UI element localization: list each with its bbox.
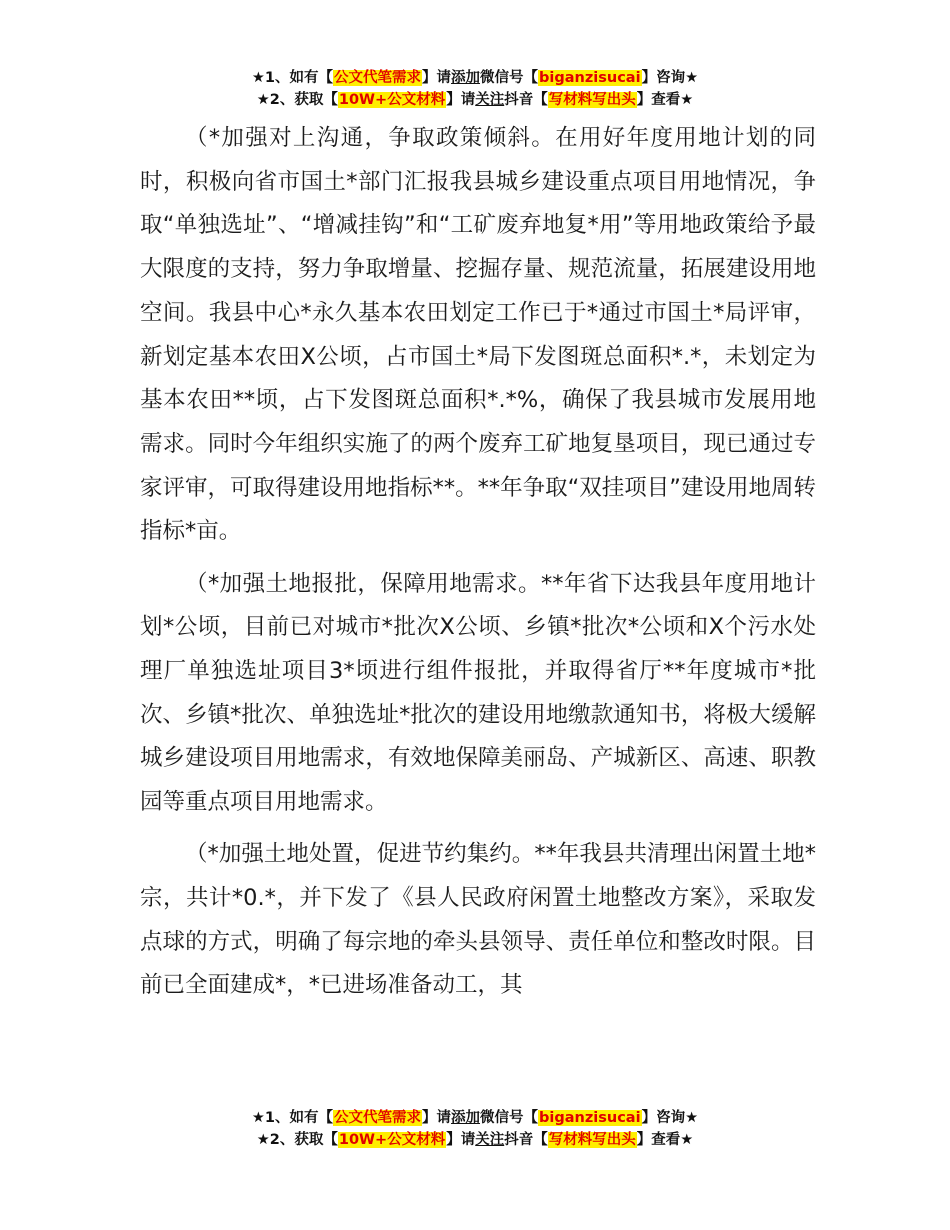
highlight-materials: 10W+公文材料: [338, 92, 446, 108]
paragraph: （*加强土地处置，促进节约集约。**年我县共清理出闲置土地*宗，共计*0.*，并下发了《县人民政府闲置土地整改方案》，采取发点球的方式，明确了每宗地的牵头县领导、责任单位和整改时限。目前已全面建成*，*已进场准备动工，其: [140, 841, 816, 999]
banner-line-1: ★1、如有【公文代笔需求】请添加微信号【biganzisucai】咨询★: [251, 1110, 699, 1126]
star-icon: ★: [685, 70, 699, 86]
star-icon: ★: [256, 1132, 270, 1148]
banner-line-2: ★2、获取【10W+公文材料】请关注抖音【写材料写出头】查看★: [256, 1132, 694, 1148]
paragraph: （*加强土地报批，保障用地需求。**年省下达我县年度用地计划*公顷，目前已对城市*批次X公顷、乡镇*批次*公顷和X个污水处理厂单独选址项目3*顷进行组件报批，并取得省厅**年度城市*批次、乡镇*批次、单独选址*批次的建设用地缴款通知书，将极大缓解城乡建设项目用地需求，有效地保障美丽岛、产城新区、高速、职教园等重点项目用地需求。: [140, 570, 816, 816]
highlight-douyin: 写材料写出头: [548, 92, 636, 108]
star-icon: ★: [256, 92, 270, 108]
highlight-wechat-id: biganzisucai: [539, 1110, 641, 1126]
star-icon: ★: [680, 1132, 694, 1148]
footer-banner: [0, 1107, 950, 1151]
banner-line-1: ★1、如有【公文代笔需求】请添加微信号【biganzisucai】咨询★: [251, 70, 699, 86]
banner-line-2: ★2、获取【10W+公文材料】请关注抖音【写材料写出头】查看★: [256, 92, 694, 108]
star-icon: ★: [251, 1110, 265, 1126]
star-icon: ★: [685, 1110, 699, 1126]
document-body: [140, 117, 816, 1017]
highlight-service: 公文代笔需求: [334, 70, 422, 86]
paragraph: （*加强对上沟通，争取政策倾斜。在用好年度用地计划的同时，积极向省市国土*部门汇报我县城乡建设重点项目用地情况，争取“单独选址”、“增减挂钩”和“工矿废弃地复*用”等用地政策给予最大限度的支持，努力争取增量、挖掘存量、规范流量，拓展建设用地空间。我县中心*永久基本农田划定工作已于*通过市国土*局评审，新划定基本农田X公顷，占市国土*局下发图斑总面积*.*，未划定为基本农田**顷，占下发图斑总面积*.*%，确保了我县城市发展用地需求。同时今年组织实施了的两个废弃工矿地复垦项目，现已通过专家评审，可取得建设用地指标**。**年争取“双挂项目”建设用地周转指标*亩。: [140, 125, 816, 545]
highlight-wechat-id: biganzisucai: [539, 70, 641, 86]
highlight-service: 公文代笔需求: [334, 1110, 422, 1126]
highlight-douyin: 写材料写出头: [548, 1132, 636, 1148]
header-banner: [0, 67, 950, 111]
highlight-materials: 10W+公文材料: [338, 1132, 446, 1148]
star-icon: ★: [251, 70, 265, 86]
star-icon: ★: [680, 92, 694, 108]
